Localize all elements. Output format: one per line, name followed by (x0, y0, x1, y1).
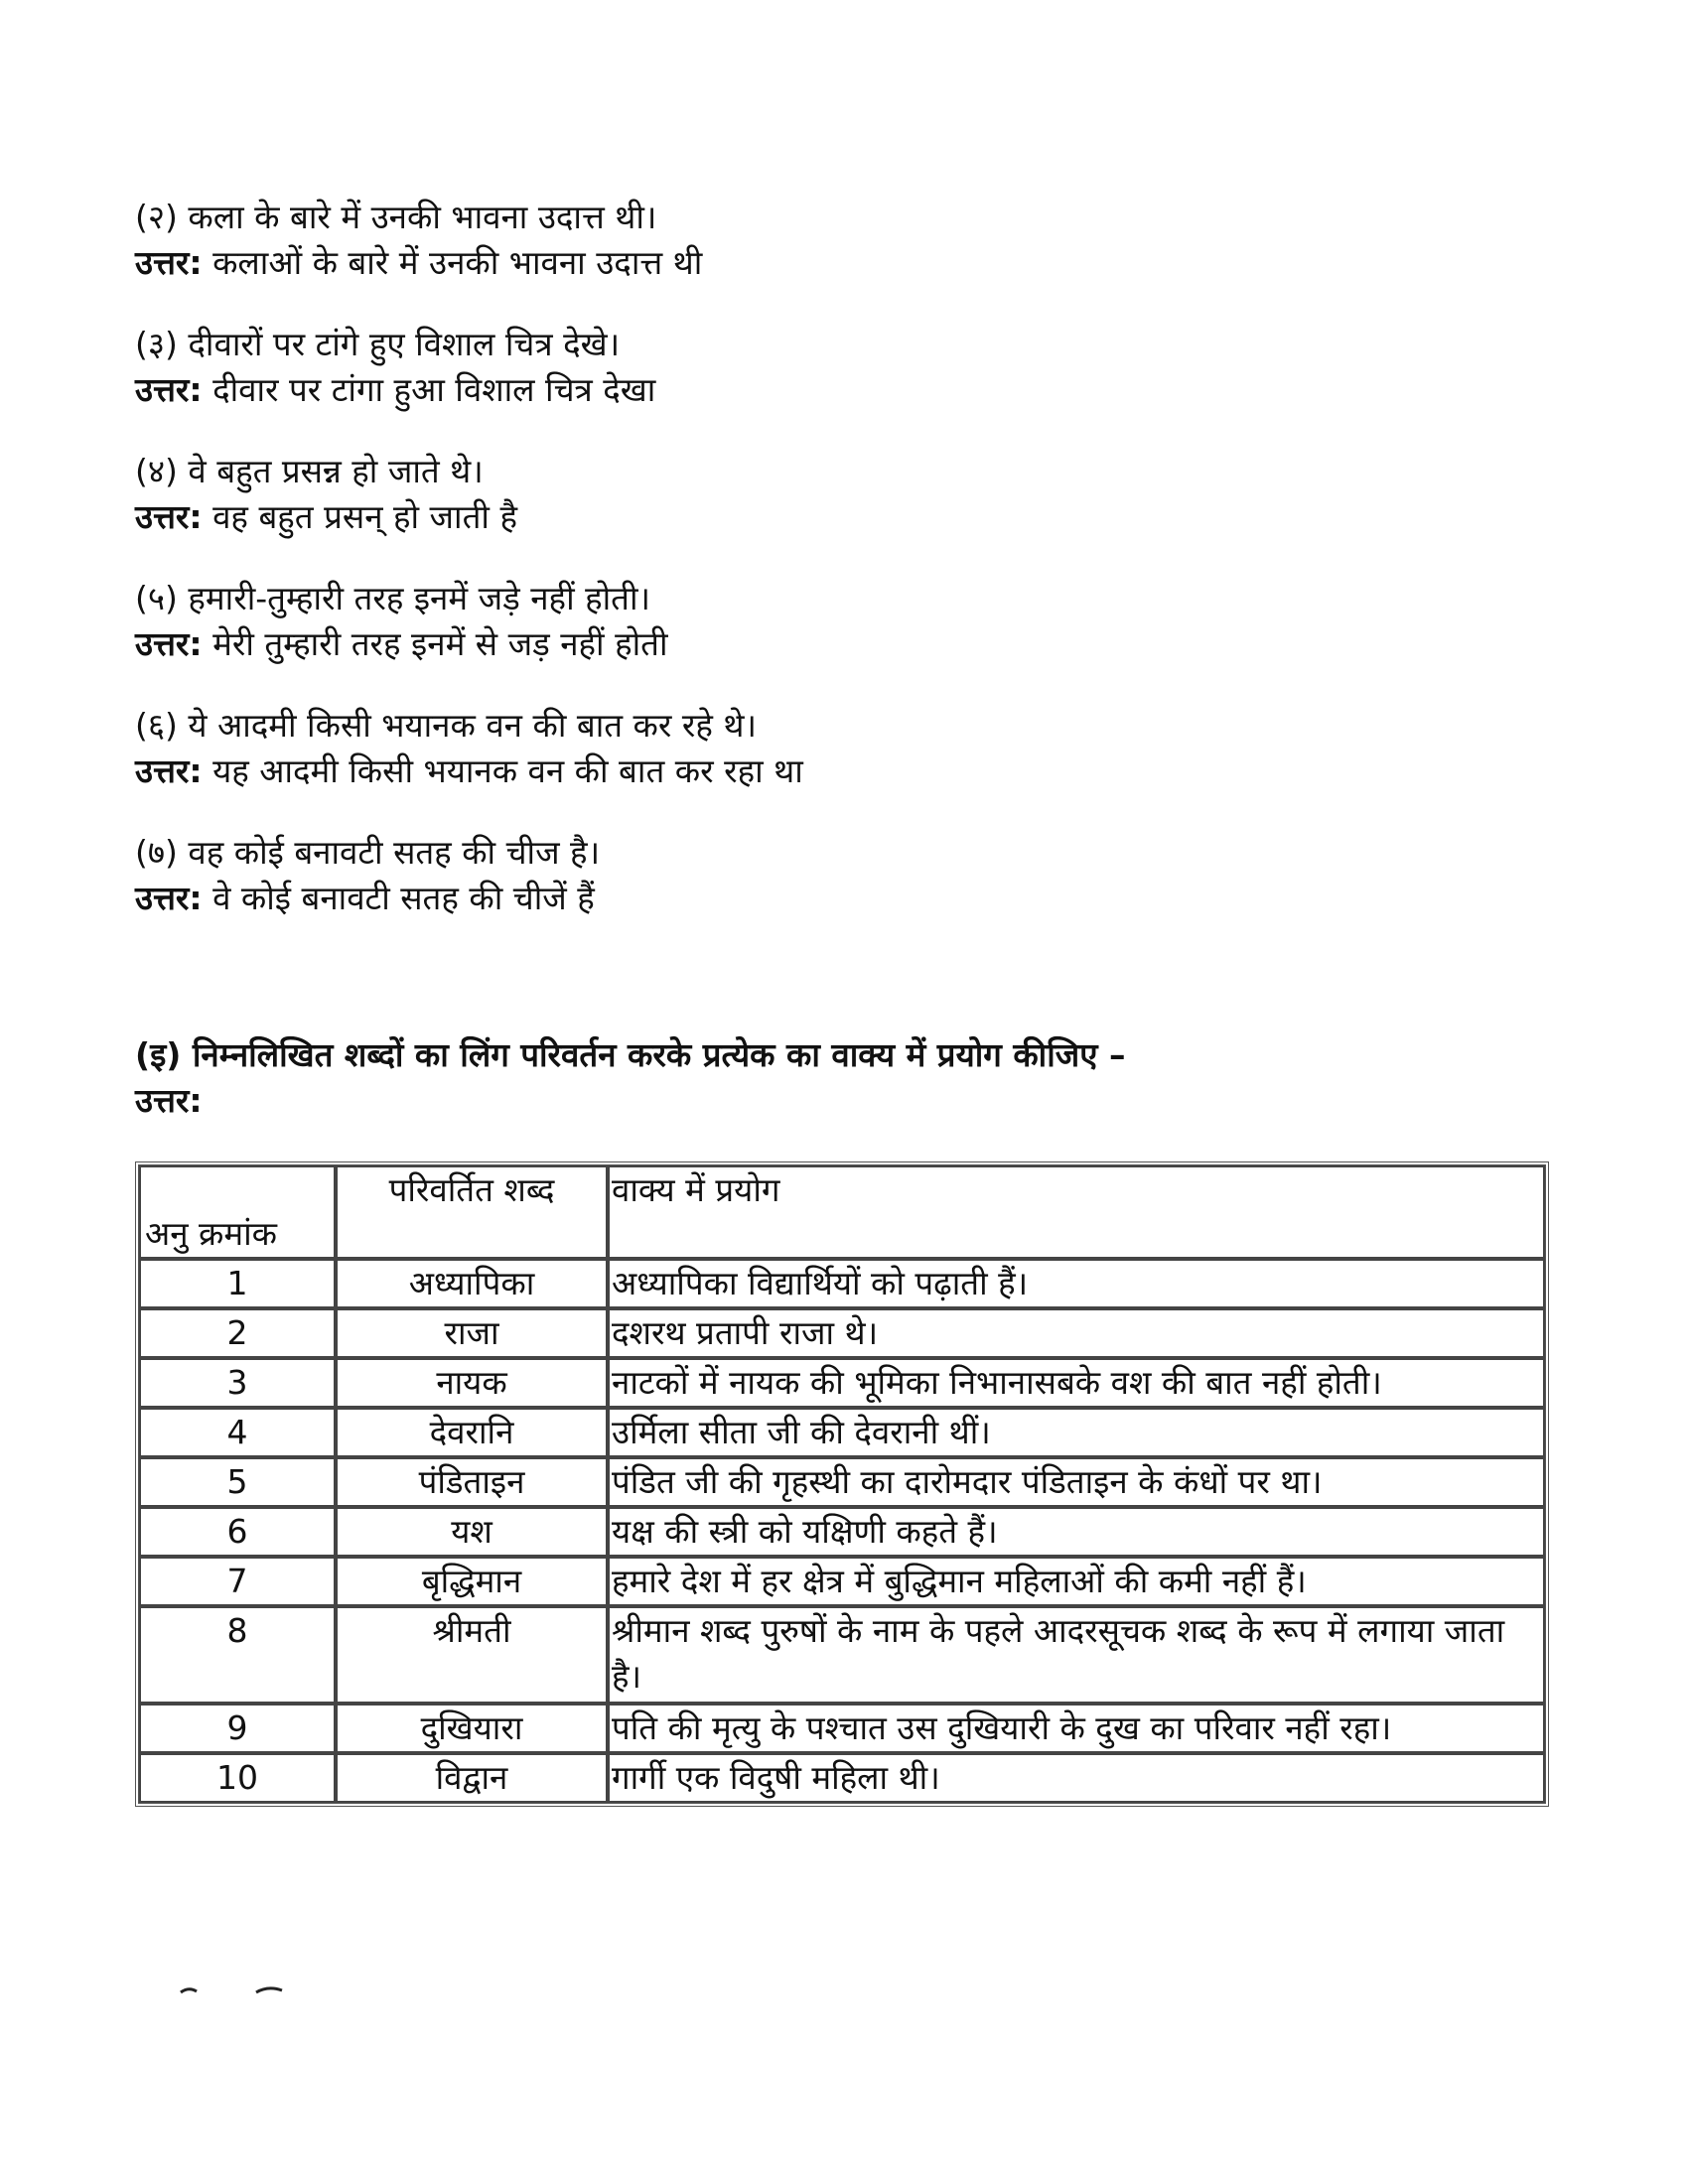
cell-serial: 6 (139, 1507, 336, 1557)
cell-sentence: यक्ष की स्त्री को यक्षिणी कहते हैं। (608, 1507, 1545, 1557)
table-row (139, 1606, 1545, 1704)
cell-word: यश (336, 1507, 608, 1557)
table-row (139, 1753, 1545, 1803)
exercise-item (135, 322, 1426, 413)
answer-label: उत्तर: (135, 751, 203, 790)
header-serial: अनु क्रमांक (139, 1165, 336, 1259)
cell-serial: 9 (139, 1704, 336, 1753)
table-row (139, 1308, 1545, 1358)
cell-serial: 3 (139, 1358, 336, 1408)
exercise-question: (३) दीवारों पर टांगे हुए विशाल चित्र देखे। (135, 325, 621, 363)
answer-text: कलाओं के बारे में उनकी भावना उदात्त थी (202, 243, 703, 282)
answer-text: वे कोई बनावटी सतह की चीजें हैं (202, 879, 595, 917)
section-heading-block (135, 1032, 1555, 1124)
header-sentence: वाक्य में प्रयोग (608, 1165, 1545, 1259)
table-row (139, 1259, 1545, 1308)
answer-text: मेरी तुम्हारी तरह इनमें से जड़ नहीं होती (202, 624, 668, 663)
cell-word: दुखियारा (336, 1704, 608, 1753)
cell-sentence: नाटकों में नायक की भूमिका निभानासबके वश की बात नहीं होती। (608, 1358, 1545, 1408)
exercise-item (135, 576, 1426, 667)
gender-change-table (135, 1161, 1549, 1807)
exercise-question: (६) ये आदमी किसी भयानक वन की बात कर रहे थे। (135, 706, 757, 745)
exercise-item (135, 449, 1426, 540)
cell-sentence: उर्मिला सीता जी की देवरानी थीं। (608, 1408, 1545, 1457)
cell-word: पंडिताइन (336, 1457, 608, 1507)
answer-label: उत्तर: (135, 370, 203, 409)
section-answer-label: उत्तर: (135, 1081, 203, 1120)
exercise-item (135, 703, 1426, 794)
exercise-answer (135, 876, 1426, 921)
exercise-question: (७) वह कोई बनावटी सतह की चीज है। (135, 833, 601, 872)
exercise-question: (५) हमारी-तुम्हारी तरह इनमें जड़े नहीं होती। (135, 579, 651, 617)
table-row (139, 1457, 1545, 1507)
exercise-answer (135, 494, 1426, 540)
exercise-list (135, 195, 1426, 957)
exercise-item (135, 195, 1426, 286)
exercise-answer (135, 367, 1426, 413)
answer-label: उत्तर: (135, 243, 203, 282)
answer-text: वह बहुत प्रसन् हो जाती है (202, 497, 517, 536)
exercise-item (135, 830, 1426, 921)
cell-serial: 7 (139, 1557, 336, 1606)
cell-sentence: गार्गी एक विदुषी महिला थी। (608, 1753, 1545, 1803)
cell-sentence: पंडित जी की गृहस्थी का दारोमदार पंडिताइन के कंधों पर था। (608, 1457, 1545, 1507)
exercise-answer (135, 240, 1426, 286)
cell-serial: 1 (139, 1259, 336, 1308)
cell-sentence: श्रीमान शब्द पुरुषों के नाम के पहले आदरसूचक शब्द के रूप में लगाया जाता है। (608, 1606, 1545, 1704)
cell-word: देवरानि (336, 1408, 608, 1457)
cell-word: अध्यापिका (336, 1259, 608, 1308)
cell-sentence: अध्यापिका विद्यार्थियों को पढ़ाती हैं। (608, 1259, 1545, 1308)
cell-word: बृद्धिमान (336, 1557, 608, 1606)
exercise-answer (135, 749, 1426, 794)
cell-word: श्रीमती (336, 1606, 608, 1704)
exercise-question: (४) वे बहुत प्रसन्न हो जाते थे। (135, 452, 484, 490)
cell-sentence: दशरथ प्रतापी राजा थे। (608, 1308, 1545, 1358)
cell-serial: 2 (139, 1308, 336, 1358)
cut-off-text-fragment (179, 1985, 298, 1995)
table-row (139, 1704, 1545, 1753)
section-heading: (इ) निम्नलिखित शब्दों का लिंग परिवर्तन करके प्रत्येक का वाक्य में प्रयोग कीजिए – (135, 1035, 1126, 1074)
answer-text: दीवार पर टांगा हुआ विशाल चित्र देखा (202, 370, 656, 409)
cell-serial: 4 (139, 1408, 336, 1457)
header-changed-word: परिवर्तित शब्द (336, 1165, 608, 1259)
table-row (139, 1408, 1545, 1457)
answer-label: उत्तर: (135, 879, 203, 917)
exercise-answer (135, 621, 1426, 667)
table-row (139, 1557, 1545, 1606)
gender-change-table-wrap (135, 1161, 1549, 1807)
exercise-question: (२) कला के बारे में उनकी भावना उदात्त थी। (135, 198, 657, 236)
cell-sentence: हमारे देश में हर क्षेत्र में बुद्धिमान महिलाओं की कमी नहीं हैं। (608, 1557, 1545, 1606)
cell-serial: 5 (139, 1457, 336, 1507)
cell-serial: 10 (139, 1753, 336, 1803)
cell-word: नायक (336, 1358, 608, 1408)
table-header-row (139, 1165, 1545, 1259)
answer-label: उत्तर: (135, 624, 203, 663)
table-row (139, 1358, 1545, 1408)
table-row (139, 1507, 1545, 1557)
cell-word: राजा (336, 1308, 608, 1358)
answer-text: यह आदमी किसी भयानक वन की बात कर रहा था (202, 751, 803, 790)
answer-label: उत्तर: (135, 497, 203, 536)
cell-word: विद्वान (336, 1753, 608, 1803)
cell-serial: 8 (139, 1606, 336, 1704)
cell-sentence: पति की मृत्यु के पश्चात उस दुखियारी के दुख का परिवार नहीं रहा। (608, 1704, 1545, 1753)
